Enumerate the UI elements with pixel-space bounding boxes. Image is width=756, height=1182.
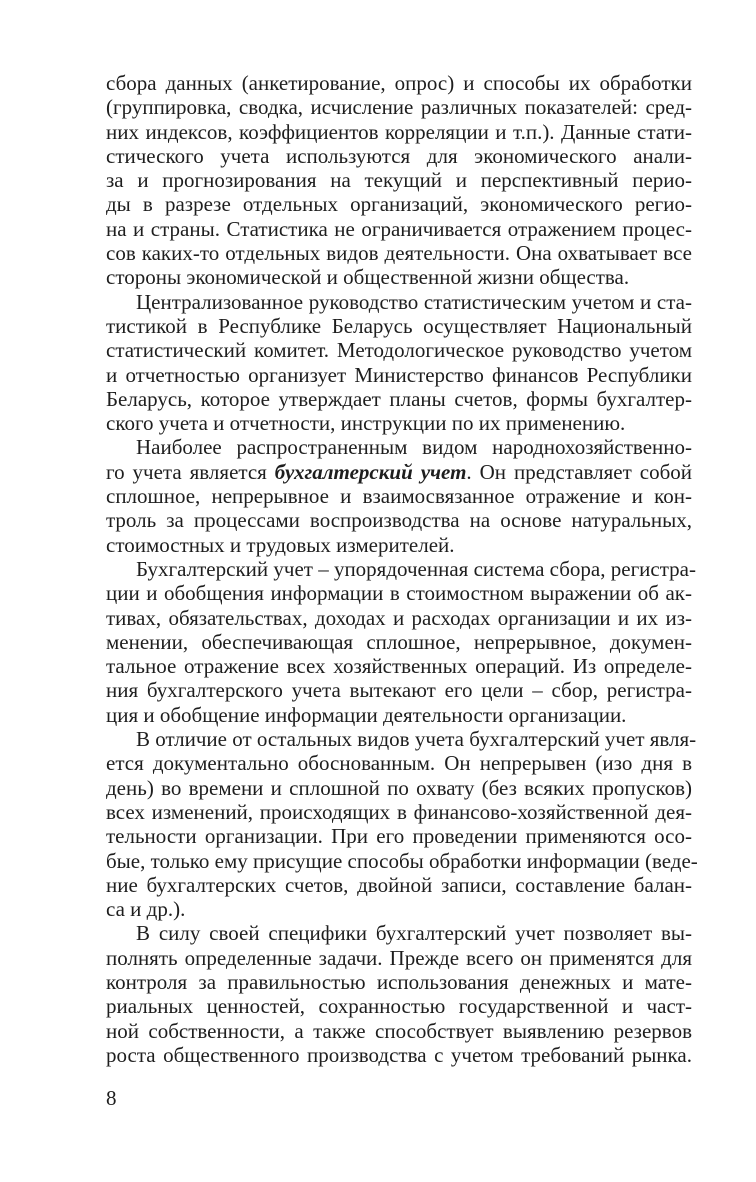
emphasized-term: бухгалтерский учет xyxy=(274,459,467,484)
text-line: ной собственности, а также способствует выявлению резервов xyxy=(106,1018,692,1043)
text-line: статистический комитет. Методологическое руководство учетом xyxy=(106,338,692,363)
text-line: день) во времени и сплошной по охвату (без всяких пропусков) xyxy=(106,775,692,800)
text-line: менении, обеспечивающая сплошное, непрерывное, докумен- xyxy=(106,629,692,654)
text-line: полнять определенные задачи. Прежде всего он применятся для xyxy=(106,945,692,970)
text-line: них индексов, коэффициентов корреляции и т.п.). Данные стати- xyxy=(106,119,692,144)
text-line: троль за процессами воспроизводства на основе натуральных, xyxy=(106,508,692,533)
text-line: всех изменений, происходящих в финансово-хозяйственной дея- xyxy=(106,799,692,824)
text-line: тельности организации. При его проведении применяются осо- xyxy=(106,824,692,849)
text-line: ции и обобщения информации в стоимостном выражении об ак- xyxy=(106,581,692,606)
body-text xyxy=(106,71,698,1067)
text-line: стоимостных и трудовых измерителей. xyxy=(106,532,455,557)
text-segment: го учета является xyxy=(106,459,275,484)
text-line: стороны экономической и общественной жизни общества. xyxy=(106,265,630,290)
text-line: Наиболее распространенным видом народнохозяйственно- xyxy=(136,435,692,460)
text-line: и отчетностью организует Министерство финансов Республики xyxy=(106,362,692,387)
text-line: сплошное, непрерывное и взаимосвязанное отражение и кон- xyxy=(106,484,692,509)
text-line: сов каких-то отдельных видов деятельности. Она охватывает все xyxy=(106,241,692,266)
text-line xyxy=(106,460,692,484)
text-line: Беларусь, которое утверждает планы счетов, формы бухгалтер- xyxy=(106,386,692,411)
text-line: ется документально обоснованным. Он непрерывен (изо дня в xyxy=(106,751,692,776)
text-line: са и др.). xyxy=(106,897,186,922)
text-line: (группировка, сводка, исчисление различных показателей: сред- xyxy=(106,95,692,120)
text-line: сбора данных (анкетирование, опрос) и способы их обработки xyxy=(106,71,692,95)
text-line: риальных ценностей, сохранностью государственной и част- xyxy=(106,994,692,1019)
text-line: Централизованное руководство статистическим учетом и ста- xyxy=(136,289,692,314)
text-line: на и страны. Статистика не ограничивается отражением процес- xyxy=(106,216,692,241)
text-segment: . Он представляет собой xyxy=(466,459,692,484)
text-line: ния бухгалтерского учета вытекают его цели – сбор, регистра- xyxy=(106,678,692,703)
text-line: В отличие от остальных видов учета бухгалтерский учет явля- xyxy=(136,727,697,752)
text-line: контроля за правильностью использования денежных и мате- xyxy=(106,969,692,994)
text-line: ского учета и отчетности, инструкции по их применению. xyxy=(106,411,626,436)
text-line: В силу своей специфики бухгалтерский учет позволяет вы- xyxy=(136,921,692,946)
text-line: стического учета используются для экономического анали- xyxy=(106,143,692,168)
text-line: тальное отражение всех хозяйственных операций. Из определе- xyxy=(106,654,692,679)
text-line: ды в разрезе отдельных организаций, экономического регио- xyxy=(106,192,692,217)
text-line: ция и обобщение информации деятельности организации. xyxy=(106,702,627,727)
text-line: ние бухгалтерских счетов, двойной записи, составление балан- xyxy=(106,872,692,897)
text-line: Бухгалтерский учет – упорядоченная система сбора, регистра- xyxy=(136,556,696,581)
page-number: 8 xyxy=(106,1086,117,1110)
text-line: роста общественного производства с учетом требований рынка. xyxy=(106,1042,692,1067)
text-line: за и прогнозирования на текущий и перспективный перио- xyxy=(106,168,692,193)
text-line: тивах, обязательствах, доходах и расходах организации и их из- xyxy=(106,605,692,630)
text-line: бые, только ему присущие способы обработки информации (веде- xyxy=(106,848,698,873)
text-line: тистикой в Республике Беларусь осуществляет Национальный xyxy=(106,313,692,338)
